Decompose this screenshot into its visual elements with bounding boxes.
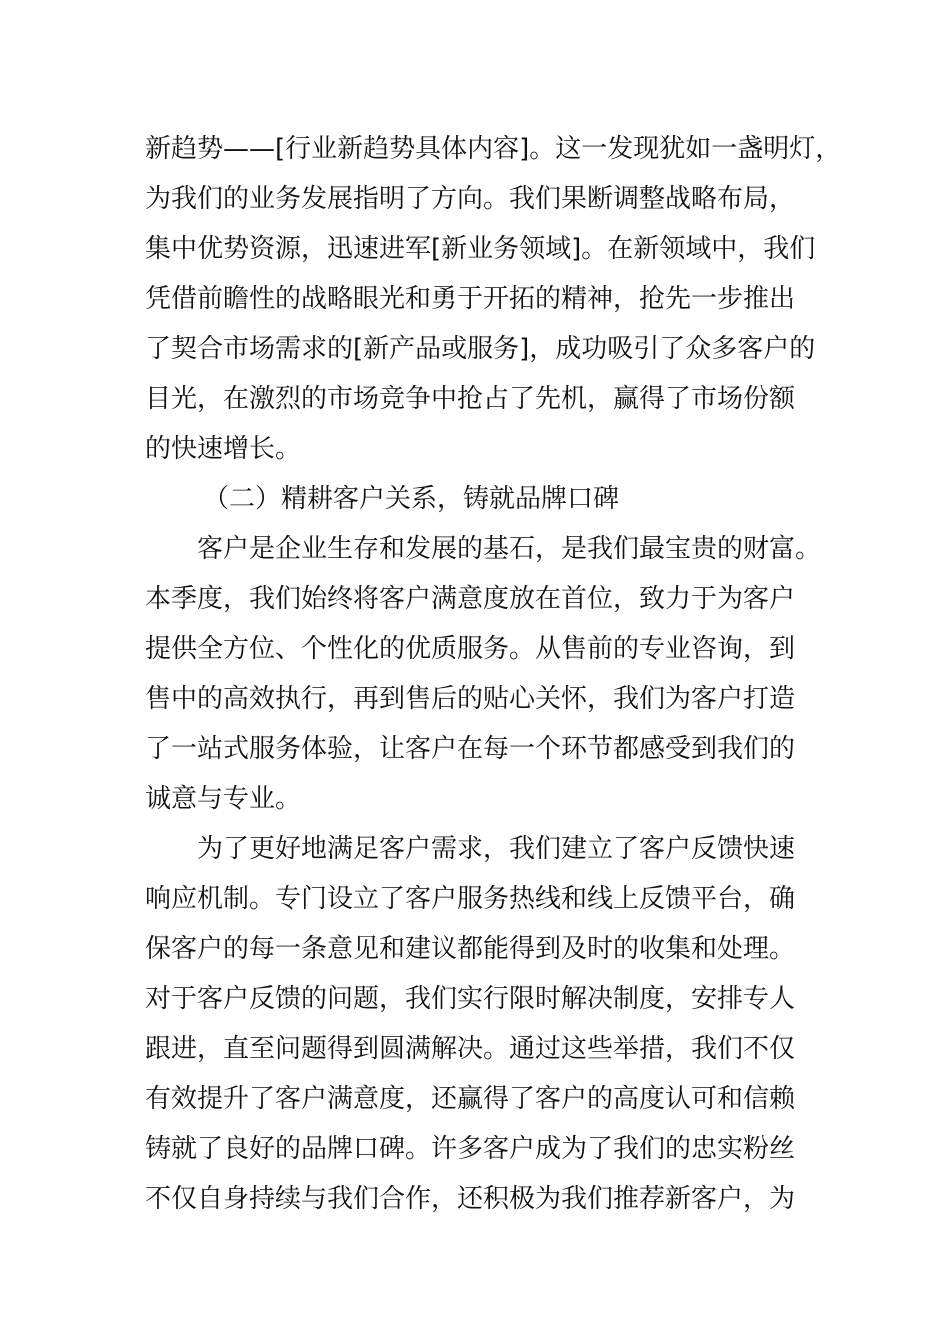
- text-line: 诚意与专业。: [145, 784, 302, 814]
- paragraph-first-line: 客户是企业生存和发展的基石，是我们最宝贵的财富。: [197, 534, 822, 564]
- section-heading: （二）精耕客户关系，铸就品牌口碑: [203, 484, 620, 514]
- paragraph-first-line: 为了更好地满足客户需求，我们建立了客户反馈快速: [197, 834, 796, 864]
- text-line: 铸就了良好的品牌口碑。许多客户成为了我们的忠实粉丝: [145, 1134, 796, 1164]
- text-line: 跟进，直至问题得到圆满解决。通过这些举措，我们不仅: [145, 1034, 796, 1064]
- text-line: 凭借前瞻性的战略眼光和勇于开拓的精神，抢先一步推出: [145, 284, 796, 314]
- text-line: 不仅自身持续与我们合作，还积极为我们推荐新客户，为: [145, 1184, 796, 1214]
- text-line: 有效提升了客户满意度，还赢得了客户的高度认可和信赖: [145, 1084, 796, 1114]
- text-line: 响应机制。专门设立了客户服务热线和线上反馈平台，确: [145, 884, 796, 914]
- text-line: 售中的高效执行，再到售后的贴心关怀，我们为客户打造: [145, 684, 796, 714]
- text-line: 新趋势——[行业新趋势具体内容]。这一发现犹如一盏明灯，: [145, 134, 842, 164]
- text-line: 提供全方位、个性化的优质服务。从售前的专业咨询，到: [145, 634, 796, 664]
- document-body: [145, 124, 845, 1224]
- text-line: 保客户的每一条意见和建议都能得到及时的收集和处理。: [145, 934, 796, 964]
- text-line: 本季度，我们始终将客户满意度放在首位，致力于为客户: [145, 584, 796, 614]
- text-line: 目光，在激烈的市场竞争中抢占了先机，赢得了市场份额: [145, 384, 796, 414]
- text-line: 对于客户反馈的问题，我们实行限时解决制度，安排专人: [145, 984, 796, 1014]
- text-line: 了契合市场需求的[新产品或服务]，成功吸引了众多客户的: [145, 334, 816, 364]
- text-line: 集中优势资源，迅速进军[新业务领域]。在新领域中，我们: [145, 234, 816, 264]
- text-line: 为我们的业务发展指明了方向。我们果断调整战略布局，: [145, 184, 796, 214]
- text-line: 的快速增长。: [145, 434, 302, 464]
- text-line: 了一站式服务体验，让客户在每一个环节都感受到我们的: [145, 734, 796, 764]
